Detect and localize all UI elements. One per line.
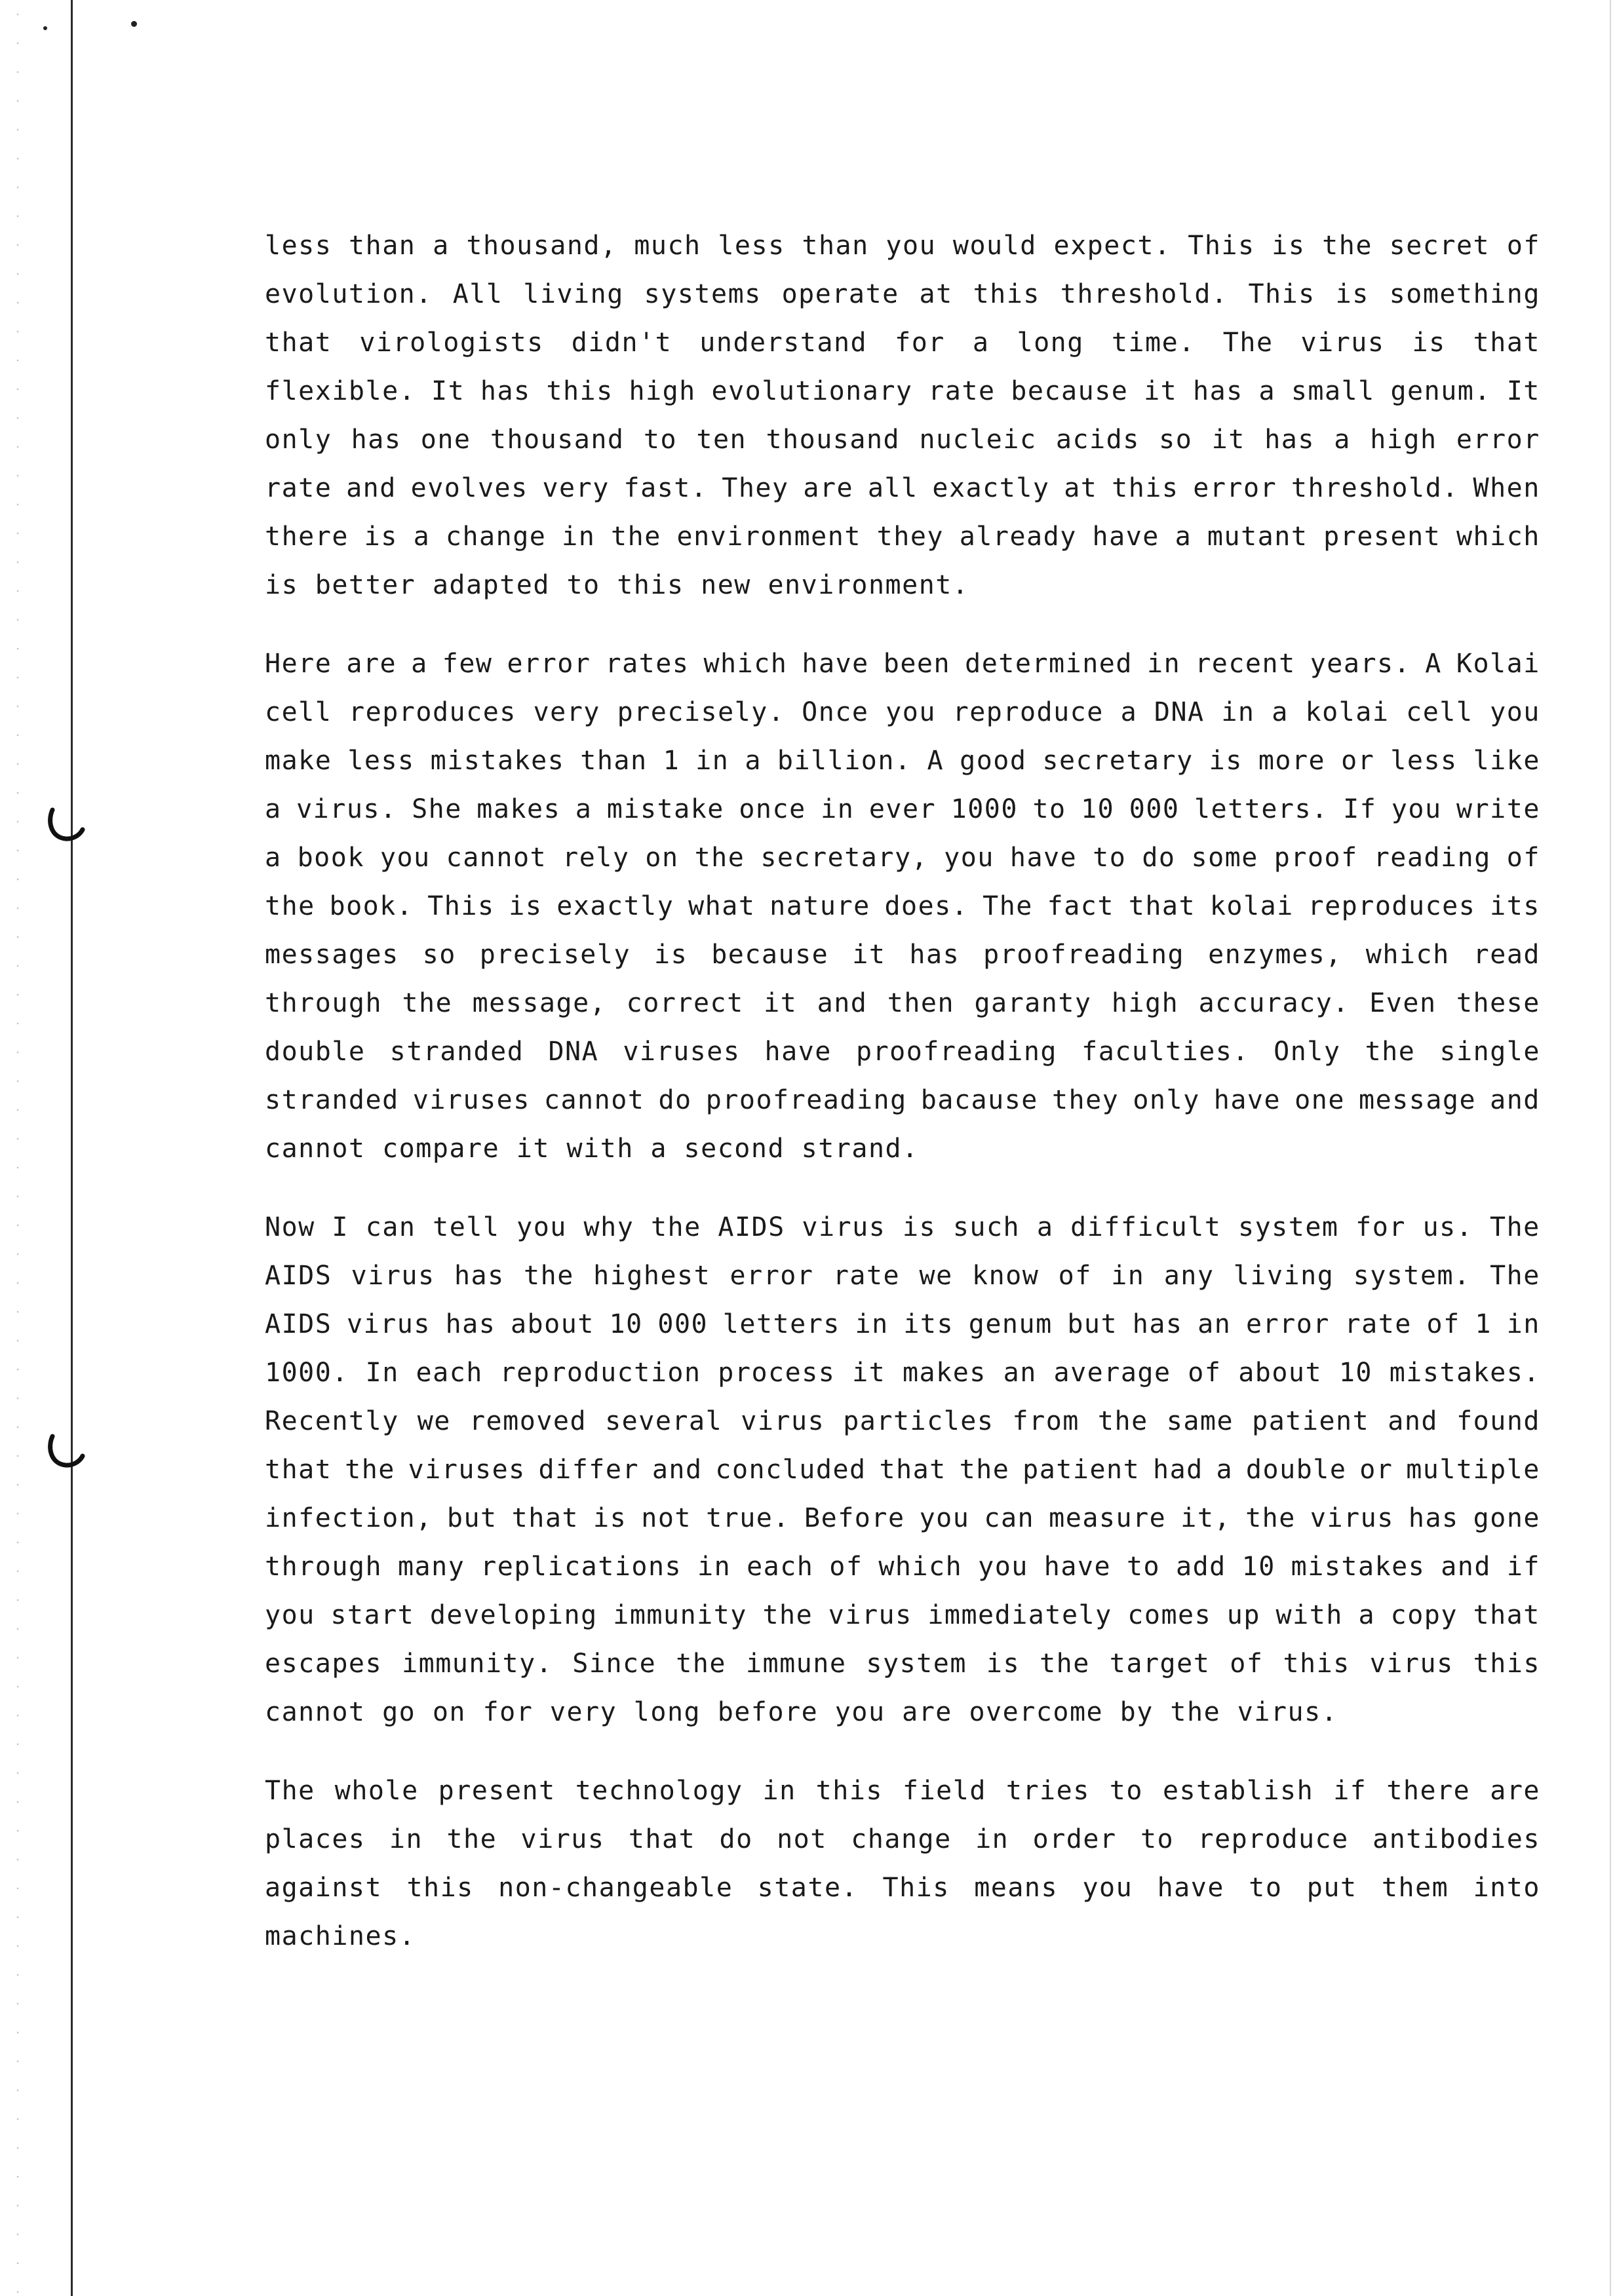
text-line: only has one thousand to ten thousand nucleic acids so it has a high error — [265, 425, 1540, 455]
text-line: infection, but that is not true. Before you can measure it, the virus has gone — [265, 1503, 1540, 1533]
text-line: AIDS virus has about 10 000 letters in its genum but has an error rate of 1 in — [265, 1309, 1540, 1339]
text-line: double stranded DNA viruses have proofreading faculties. Only the single — [265, 1037, 1540, 1067]
punch-hole-mark — [46, 807, 85, 847]
text-line: AIDS virus has the highest error rate we know of in any living system. The — [265, 1261, 1540, 1291]
text-line: Now I can tell you why the AIDS virus is such a difficult system for us. The — [265, 1212, 1540, 1242]
text-line: Here are a few error rates which have been determined in recent years. A Kolai — [265, 649, 1540, 679]
text-line: there is a change in the environment they already have a mutant present which — [265, 522, 1540, 552]
page-right-edge — [1610, 0, 1611, 2296]
paragraph — [265, 221, 1540, 609]
text-line: against this non-changeable state. This means you have to put them into — [265, 1873, 1540, 1903]
text-line: that virologists didn't understand for a long time. The virus is that — [265, 328, 1540, 358]
text-line: is better adapted to this new environment. — [265, 570, 969, 600]
text-line: a virus. She makes a mistake once in ever 1000 to 10 000 letters. If you write — [265, 794, 1540, 824]
text-line: places in the virus that do not change in order to reproduce antibodies — [265, 1824, 1540, 1854]
text-line: messages so precisely is because it has proofreading enzymes, which read — [265, 940, 1540, 970]
text-line: less than a thousand, much less than you would expect. This is the secret of — [265, 231, 1540, 261]
text-line: rate and evolves very fast. They are all exactly at this error threshold. When — [265, 473, 1540, 503]
text-line: through many replications in each of which you have to add 10 mistakes and if — [265, 1552, 1540, 1582]
binding-edge-line — [71, 0, 73, 2296]
text-line: cell reproduces very precisely. Once you reproduce a DNA in a kolai cell you — [265, 697, 1540, 727]
text-line: escapes immunity. Since the immune system is the target of this virus this — [265, 1649, 1540, 1679]
scan-margin-specks — [0, 0, 20, 2296]
paragraph — [265, 1203, 1540, 1736]
text-line: evolution. All living systems operate at this threshold. This is something — [265, 279, 1540, 309]
text-line: that the viruses differ and concluded that the patient had a double or multiple — [265, 1455, 1540, 1485]
text-line: cannot go on for very long before you are overcome by the virus. — [265, 1697, 1338, 1727]
text-line: Recently we removed several virus particles from the same patient and found — [265, 1406, 1540, 1436]
text-line: make less mistakes than 1 in a billion. A good secretary is more or less like — [265, 746, 1540, 776]
scan-speck — [43, 26, 47, 30]
paragraph — [265, 1767, 1540, 1961]
text-line: you start developing immunity the virus immediately comes up with a copy that — [265, 1600, 1540, 1630]
text-line: stranded viruses cannot do proofreading bacause they only have one message and — [265, 1085, 1540, 1115]
text-line: the book. This is exactly what nature does. The fact that kolai reproduces its — [265, 891, 1540, 921]
text-line: 1000. In each reproduction process it makes an average of about 10 mistakes. — [265, 1358, 1540, 1388]
document-body — [265, 221, 1540, 1991]
text-line: flexible. It has this high evolutionary rate because it has a small genum. It — [265, 376, 1540, 406]
text-line: The whole present technology in this field tries to establish if there are — [265, 1776, 1540, 1806]
paragraph — [265, 640, 1540, 1173]
text-line: a book you cannot rely on the secretary, you have to do some proof reading of — [265, 843, 1540, 873]
text-line: cannot compare it with a second strand. — [265, 1134, 919, 1164]
text-line: through the message, correct it and then garanty high accuracy. Even these — [265, 988, 1540, 1018]
punch-hole-mark — [46, 1434, 85, 1473]
text-line: machines. — [265, 1921, 416, 1951]
scan-speck — [131, 21, 137, 27]
